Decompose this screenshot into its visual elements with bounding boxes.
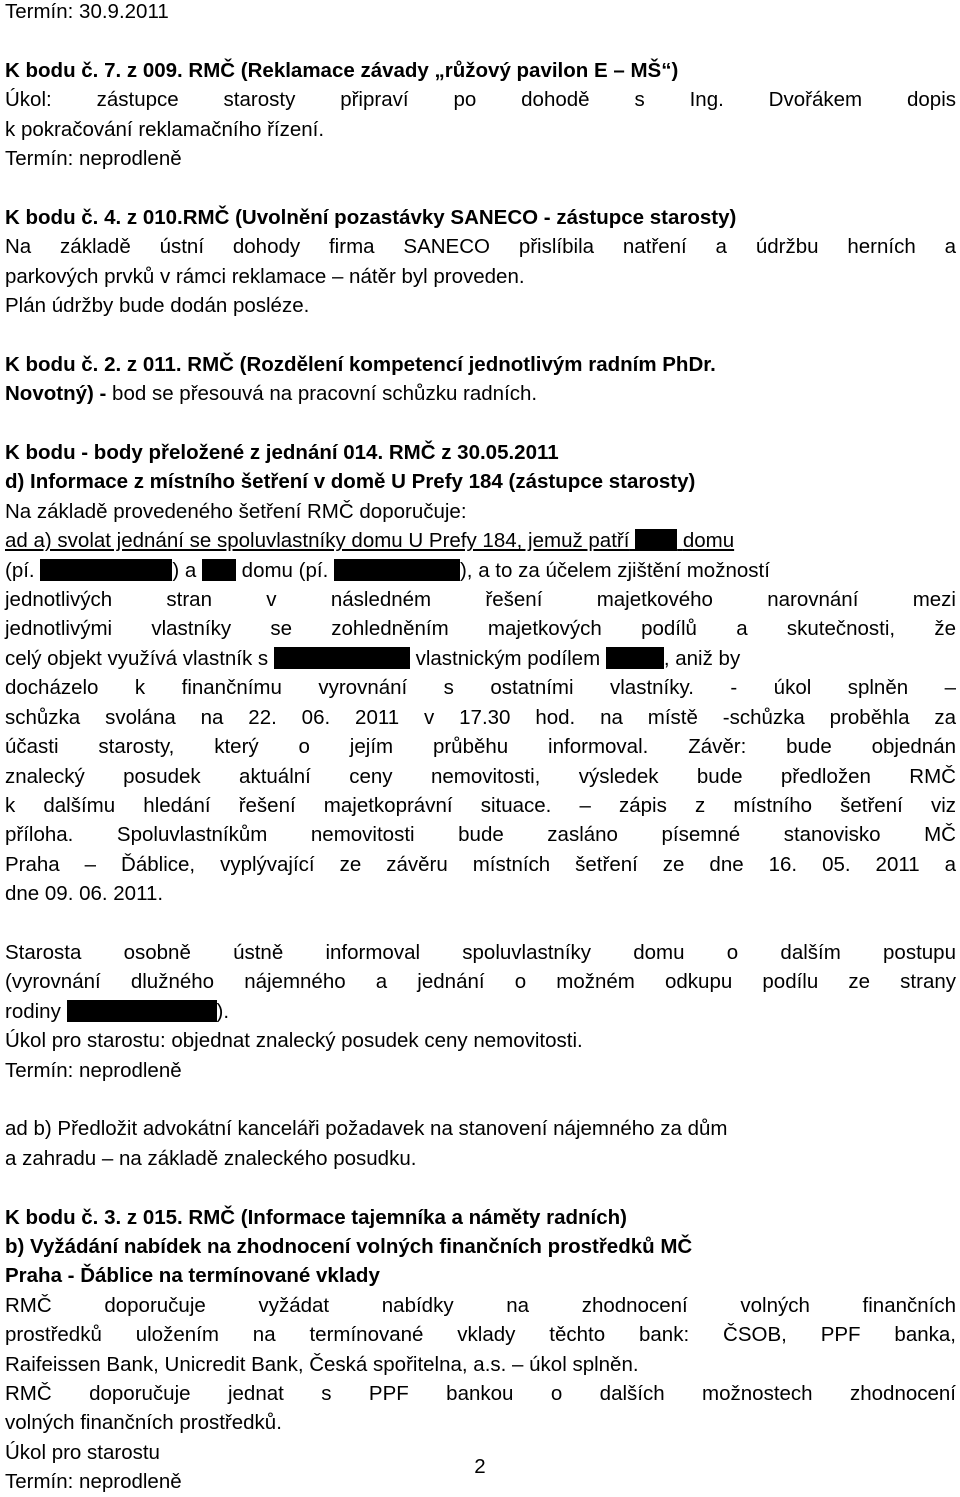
- redaction-box: [67, 1000, 217, 1022]
- item-text: ad b) Předložit advokátní kanceláři požadavek na stanovení nájemného za dům: [5, 1117, 728, 1141]
- item-heading: K bodu č. 2. z 011. RMČ (Rozdělení kompetencí jednotlivým radním PhDr.: [5, 352, 716, 376]
- item-4-010: [5, 203, 956, 321]
- item-text: a zahradu – na základě znaleckého posudku.: [5, 1146, 417, 1170]
- item-text: [5, 526, 956, 555]
- owners-info-paragraph: [5, 938, 956, 1085]
- item-text-rest: bod se přesouvá na pracovní schůzku radních.: [112, 382, 538, 406]
- item-text: Úkol: zástupce starosty připraví po dohodě s Ing. Dvořákem dopis: [5, 88, 956, 112]
- item-text: znalecký posudek aktuální ceny nemovitosti, výsledek bude předložen RMČ: [5, 764, 956, 788]
- redaction-box: [635, 529, 677, 551]
- item-deadline: Termín: neprodleně: [5, 147, 182, 171]
- item-text: Praha – Ďáblice, vyplývající ze závěru místních šetření ze dne 16. 05. 2011 a: [5, 852, 956, 876]
- item-text: volných finančních prostředků.: [5, 1411, 282, 1435]
- item-text: [5, 997, 956, 1026]
- item-heading-cont: Novotný) -: [5, 382, 113, 406]
- item-text: (vyrovnání dlužného nájemného a jednání o možném odkupu podílu ze strany: [5, 970, 956, 994]
- text-segment: (pí.: [5, 558, 35, 582]
- item-text: Raifeissen Bank, Unicredit Bank, Česká spořitelna, a.s. – úkol splněn.: [5, 1352, 639, 1376]
- text-segment: ), a to za účelem zjištění možností: [459, 558, 770, 582]
- item-text: dne 09. 06. 2011.: [5, 882, 164, 906]
- document-body: [5, 0, 956, 1497]
- item-text: Na základě provedeného šetření RMČ doporučuje:: [5, 499, 467, 523]
- text-segment: domu: [682, 529, 735, 553]
- item-7-009: [5, 56, 956, 174]
- item-text: Starosta osobně ústně informoval spoluvlastníky domu o dalším postupu: [5, 940, 956, 964]
- deadline-line: Termín: 30.9.2011: [5, 0, 169, 23]
- item-task: Úkol pro starostu: [5, 1440, 160, 1464]
- item-text: [5, 644, 956, 673]
- redaction-box: [606, 647, 664, 669]
- item-heading: K bodu č. 4. z 010.RMČ (Uvolnění pozastávky SANECO - zástupce starosty): [5, 205, 737, 229]
- redaction-box: [40, 559, 172, 581]
- item-text: k pokračování reklamačního řízení.: [5, 117, 325, 141]
- item-text: k dalšímu hledání řešení majetkoprávní situace. – zápis z místního šetření viz: [5, 793, 956, 817]
- item-text: RMČ doporučuje jednat s PPF bankou o dalších možnostech zhodnocení: [5, 1381, 956, 1405]
- item-task: Úkol pro starostu: objednat znalecký posudek ceny nemovitosti.: [5, 1029, 583, 1053]
- item-text: parkových prvků v rámci reklamace – nátěr byl proveden.: [5, 264, 525, 288]
- item-text: Na základě ústní dohody firma SANECO přislíbila natření a údržbu herních a: [5, 235, 956, 259]
- item-text: RMČ doporučuje vyžádat nabídky na zhodnocení volných finančních: [5, 1293, 956, 1317]
- item-subheading: d) Informace z místního šetření v domě U Prefy 184 (zástupce starosty): [5, 470, 696, 494]
- text-segment: , aniž by: [663, 646, 741, 670]
- ad-b-paragraph: [5, 1114, 956, 1173]
- item-text: schůzka svolána na 22. 06. 2011 v 17.30 hod. na místě -schůzka proběhla za: [5, 705, 956, 729]
- text-segment: vlastnickým podílem: [415, 646, 601, 670]
- item-text: docházelo k finančnímu vyrovnání s ostatními vlastníky. - úkol splněn –: [5, 676, 956, 700]
- text-segment: ) a: [172, 558, 197, 582]
- text-segment: rodiny: [5, 999, 61, 1023]
- item-text: jednotlivých stran v následném řešení majetkového narovnání mezi: [5, 588, 956, 612]
- item-2-011: [5, 350, 956, 409]
- item-subheading: Praha - Ďáblice na termínované vklady: [5, 1264, 380, 1288]
- text-segment: ad a) svolat jednání se spoluvlastníky domu U Prefy 184, jemuž patří: [5, 529, 630, 553]
- item-deadline: Termín: neprodleně: [5, 1470, 182, 1494]
- redaction-box: [202, 559, 236, 581]
- item-deferred-014: [5, 438, 956, 909]
- item-heading: K bodu č. 3. z 015. RMČ (Informace tajemníka a náměty radních): [5, 1205, 627, 1229]
- text-segment: domu (pí.: [241, 558, 329, 582]
- item-text: příloha. Spoluvlastníkům nemovitosti bude zasláno písemné stanovisko MČ: [5, 823, 956, 847]
- item-text: jednotlivými vlastníky se zohledněním majetkových podílů a skutečnosti, že: [5, 617, 956, 641]
- item-deadline: Termín: neprodleně: [5, 1058, 182, 1082]
- redaction-box: [274, 647, 410, 669]
- item-text: prostředků uložením na termínované vklady těchto bank: ČSOB, PPF banka,: [5, 1323, 956, 1347]
- item-text: [5, 379, 956, 408]
- item-text: účasti starosty, který o jejím průběhu informoval. Závěr: bude objednán: [5, 735, 956, 759]
- item-subheading: b) Vyžádání nabídek na zhodnocení volných finančních prostředků MČ: [5, 1234, 693, 1258]
- text-segment: celý objekt využívá vlastník s: [5, 646, 269, 670]
- redaction-box: [334, 559, 460, 581]
- page-number: 2: [474, 1455, 486, 1478]
- item-heading: K bodu č. 7. z 009. RMČ (Reklamace závady „růžový pavilon E – MŠ“): [5, 58, 679, 82]
- text-segment: ).: [216, 999, 230, 1023]
- item-text: [5, 556, 956, 585]
- item-text: Plán údržby bude dodán posléze.: [5, 294, 310, 318]
- item-heading: K bodu - body přeložené z jednání 014. RMČ z 30.05.2011: [5, 441, 559, 465]
- deadline-paragraph: [5, 0, 956, 26]
